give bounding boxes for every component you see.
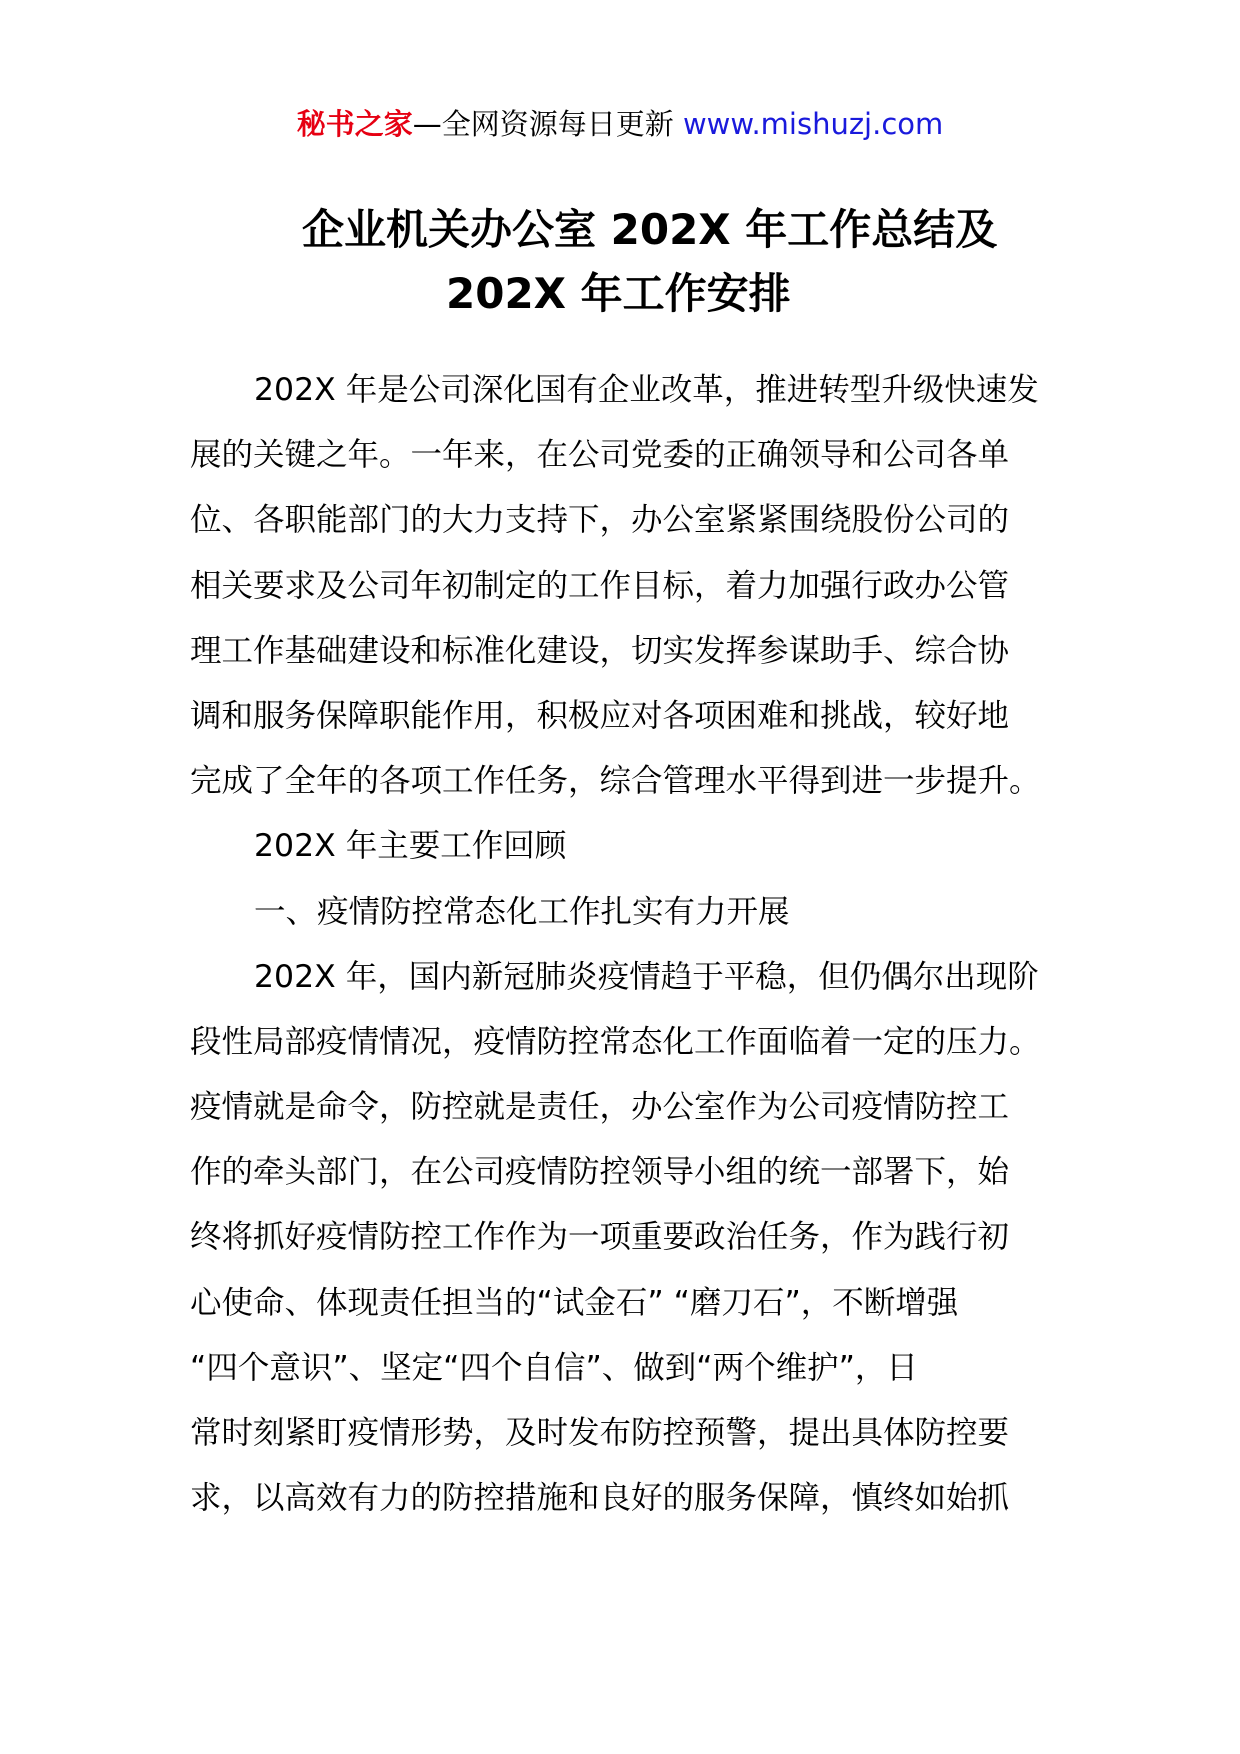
body-line: 202X 年是公司深化国有企业改革，推进转型升级快速发 [254,372,1039,408]
section-heading: 202X 年主要工作回顾 [254,828,567,865]
site-url-link[interactable]: www.mishuzj.com [682,107,944,141]
body-line: 疫情就是命令，防控就是责任，办公室作为公司疫情防控工 [190,1089,1010,1126]
subsection-heading: 一、疫情防控常态化工作扎实有力开展 [254,893,790,930]
body-line: 终将抓好疫情防控工作作为一项重要政治任务，作为践行初 [190,1219,1010,1256]
body-line: 完成了全年的各项工作任务，综合管理水平得到进一步提升。 [190,763,1041,800]
body-line: 心使命、体现责任担当的“试金石” “磨刀石”，不断增强 [190,1284,959,1321]
document-body [190,358,1070,1531]
body-line: 理工作基础建设和标准化建设，切实发挥参谋助手、综合协 [190,632,1010,669]
body-line: 常时刻紧盯疫情形势，及时发布防控预警，提出具体防控要 [190,1415,1010,1451]
brand-name: 秘书之家 [296,107,413,141]
body-line: 位、各职能部门的大力支持下，办公室紧紧围绕股份公司的 [190,502,1010,539]
title-line-1: 企业机关办公室 202X 年工作总结及 [302,205,998,254]
body-line: 段性局部疫情情况，疫情防控常态化工作面临着一定的压力。 [190,1023,1041,1060]
body-line: 202X 年，国内新冠肺炎疫情趋于平稳，但仍偶尔出现阶 [254,958,1039,995]
body-line: 展的关键之年。一年来，在公司党委的正确领导和公司各单 [190,437,1010,474]
title-line-2: 202X 年工作安排 [446,269,791,318]
body-line: “四个意识”、坚定“四个自信”、做到“两个维护”，日 [190,1349,918,1386]
body-line: 作的牵头部门，在公司疫情防控领导小组的统一部署下，始 [190,1154,1010,1191]
body-line: 求，以高效有力的防控措施和良好的服务保障，慎终如始抓 [190,1480,1010,1517]
body-line: 调和服务保障职能作用，积极应对各项困难和挑战，较好地 [190,697,1010,734]
body-line: 相关要求及公司年初制定的工作目标，着力加强行政办公管 [190,567,1010,604]
header-tagline: —全网资源每日更新 [412,107,674,141]
site-header [0,104,1240,144]
document-title [0,198,1240,326]
